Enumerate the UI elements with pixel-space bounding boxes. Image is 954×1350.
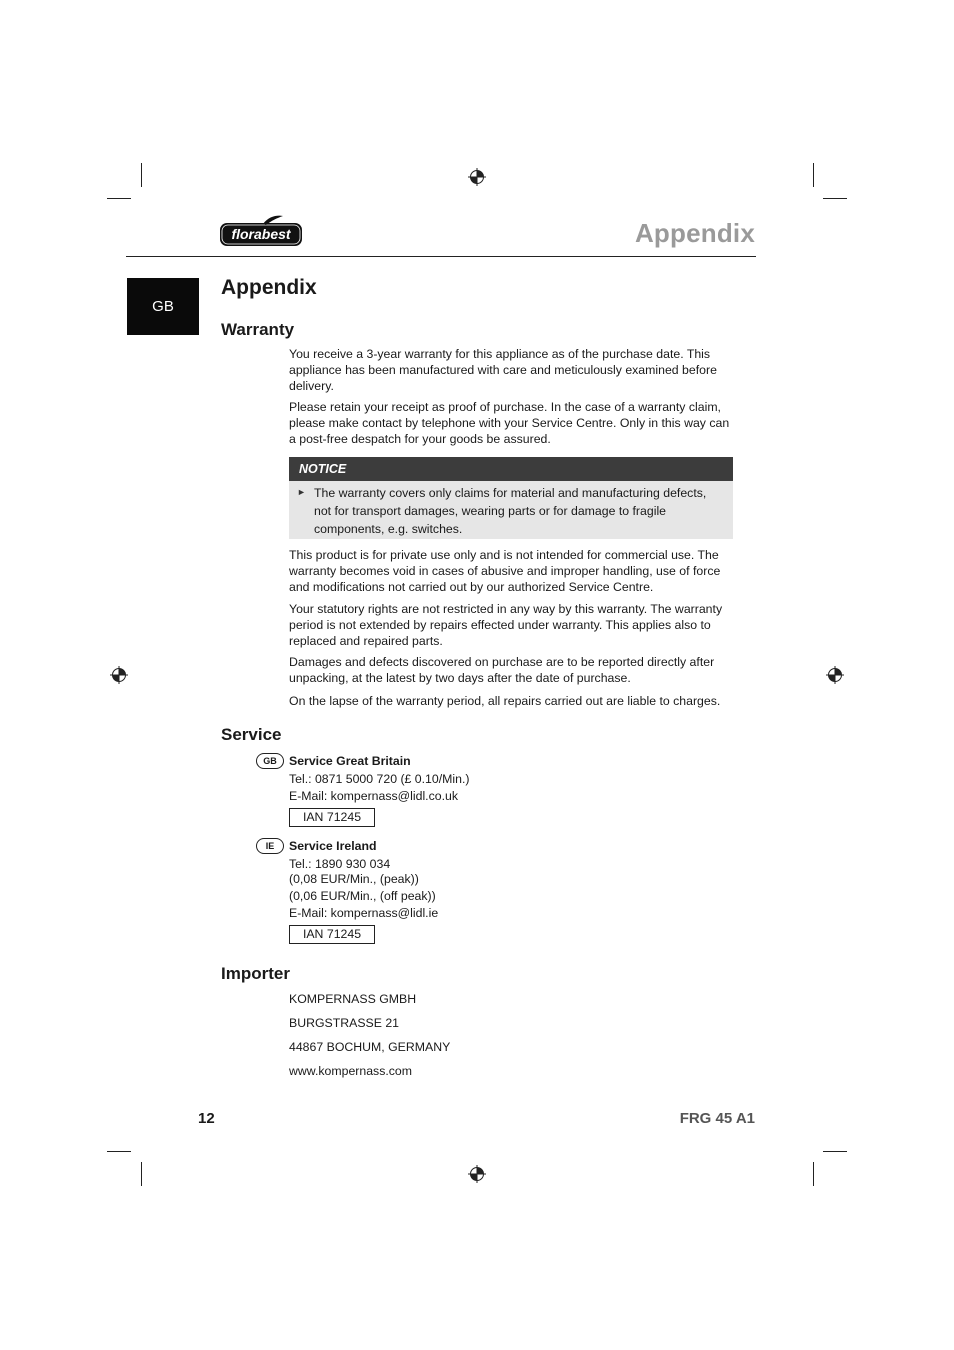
crop-mark — [107, 198, 131, 199]
service-ie-peak: (0,08 EUR/Min., (peak)) — [289, 872, 419, 886]
importer-company: KOMPERNASS GMBH — [289, 992, 417, 1006]
service-ie-offpeak: (0,06 EUR/Min., (off peak)) — [289, 889, 436, 903]
service-gb-title: Service Great Britain — [289, 754, 411, 768]
importer-website: www.kompernass.com — [289, 1064, 413, 1078]
ian-box: IAN 71245 — [289, 925, 375, 944]
warranty-paragraph: On the lapse of the warranty period, all repairs carried out are liable to charges. — [289, 694, 721, 708]
importer-city: 44867 BOCHUM, GERMANY — [289, 1040, 451, 1054]
country-badge-gb: GB — [256, 753, 284, 769]
crop-mark — [813, 163, 814, 187]
service-gb-tel: Tel.: 0871 5000 720 (£ 0.10/Min.) — [289, 772, 470, 786]
header-divider — [126, 256, 756, 257]
registration-mark-icon — [468, 1165, 486, 1183]
importer-heading: Importer — [221, 964, 290, 983]
notice-text: The warranty covers only claims for material and manufacturing defects, not for transport damages, wearing parts or for damage to fragile components, e.g. switches. — [314, 486, 707, 536]
country-badge-ie: IE — [256, 838, 284, 854]
service-ie-email: E-Mail: kompernass@lidl.ie — [289, 906, 439, 920]
page-number: 12 — [198, 1110, 215, 1127]
brand-logo — [219, 214, 303, 248]
warranty-paragraph: Your statutory rights are not restricted in any way by this warranty. The warranty period is not extended by repairs effected under warranty. This applies also to replaced and repaired parts. — [289, 602, 723, 648]
warranty-paragraph: Damages and defects discovered on purchase are to be reported directly after unpacking, at the latest by two days after the date of purchase. — [289, 655, 715, 685]
registration-mark-icon — [826, 666, 844, 684]
crop-mark — [141, 163, 142, 187]
crop-mark — [813, 1162, 814, 1186]
warranty-paragraph: You receive a 3-year warranty for this appliance as of the purchase date. This appliance has been manufactured with care and meticulously examined before delivery. — [289, 347, 717, 393]
service-gb-email: E-Mail: kompernass@lidl.co.uk — [289, 789, 458, 803]
registration-mark-icon — [468, 168, 486, 186]
model-number: FRG 45 A1 — [679, 1110, 755, 1127]
header-title: Appendix — [634, 218, 755, 248]
crop-mark — [141, 1162, 142, 1186]
warranty-paragraph: Please retain your receipt as proof of purchase. In the case of a warranty claim, please make contact by telephone with your Service Centre. Only in this way can a post-free despatch for your goods be assured. — [289, 400, 730, 446]
crop-mark — [823, 1151, 847, 1152]
notice-header — [289, 457, 733, 481]
language-tab: GB — [127, 278, 199, 335]
importer-street: BURGSTRASSE 21 — [289, 1016, 400, 1030]
registration-mark-icon — [110, 666, 128, 684]
service-ie-tel: Tel.: 1890 930 034 — [289, 857, 391, 871]
crop-mark — [823, 198, 847, 199]
service-ie-title: Service Ireland — [289, 839, 377, 853]
notice-label: NOTICE — [299, 462, 347, 476]
page-title: Appendix — [221, 276, 317, 299]
service-heading: Service — [221, 725, 282, 744]
warranty-paragraph: This product is for private use only and is not intended for commercial use. The warranty becomes void in cases of abusive and improper handling, use of force and modifications not carried out by our authorized Service Centre. — [289, 548, 721, 594]
notice-box — [289, 457, 733, 539]
brand-logo-text: florabest — [231, 226, 291, 242]
bullet-arrow-icon: ► — [297, 487, 306, 497]
crop-mark — [107, 1151, 131, 1152]
ian-box: IAN 71245 — [289, 808, 375, 827]
warranty-heading: Warranty — [221, 320, 295, 339]
